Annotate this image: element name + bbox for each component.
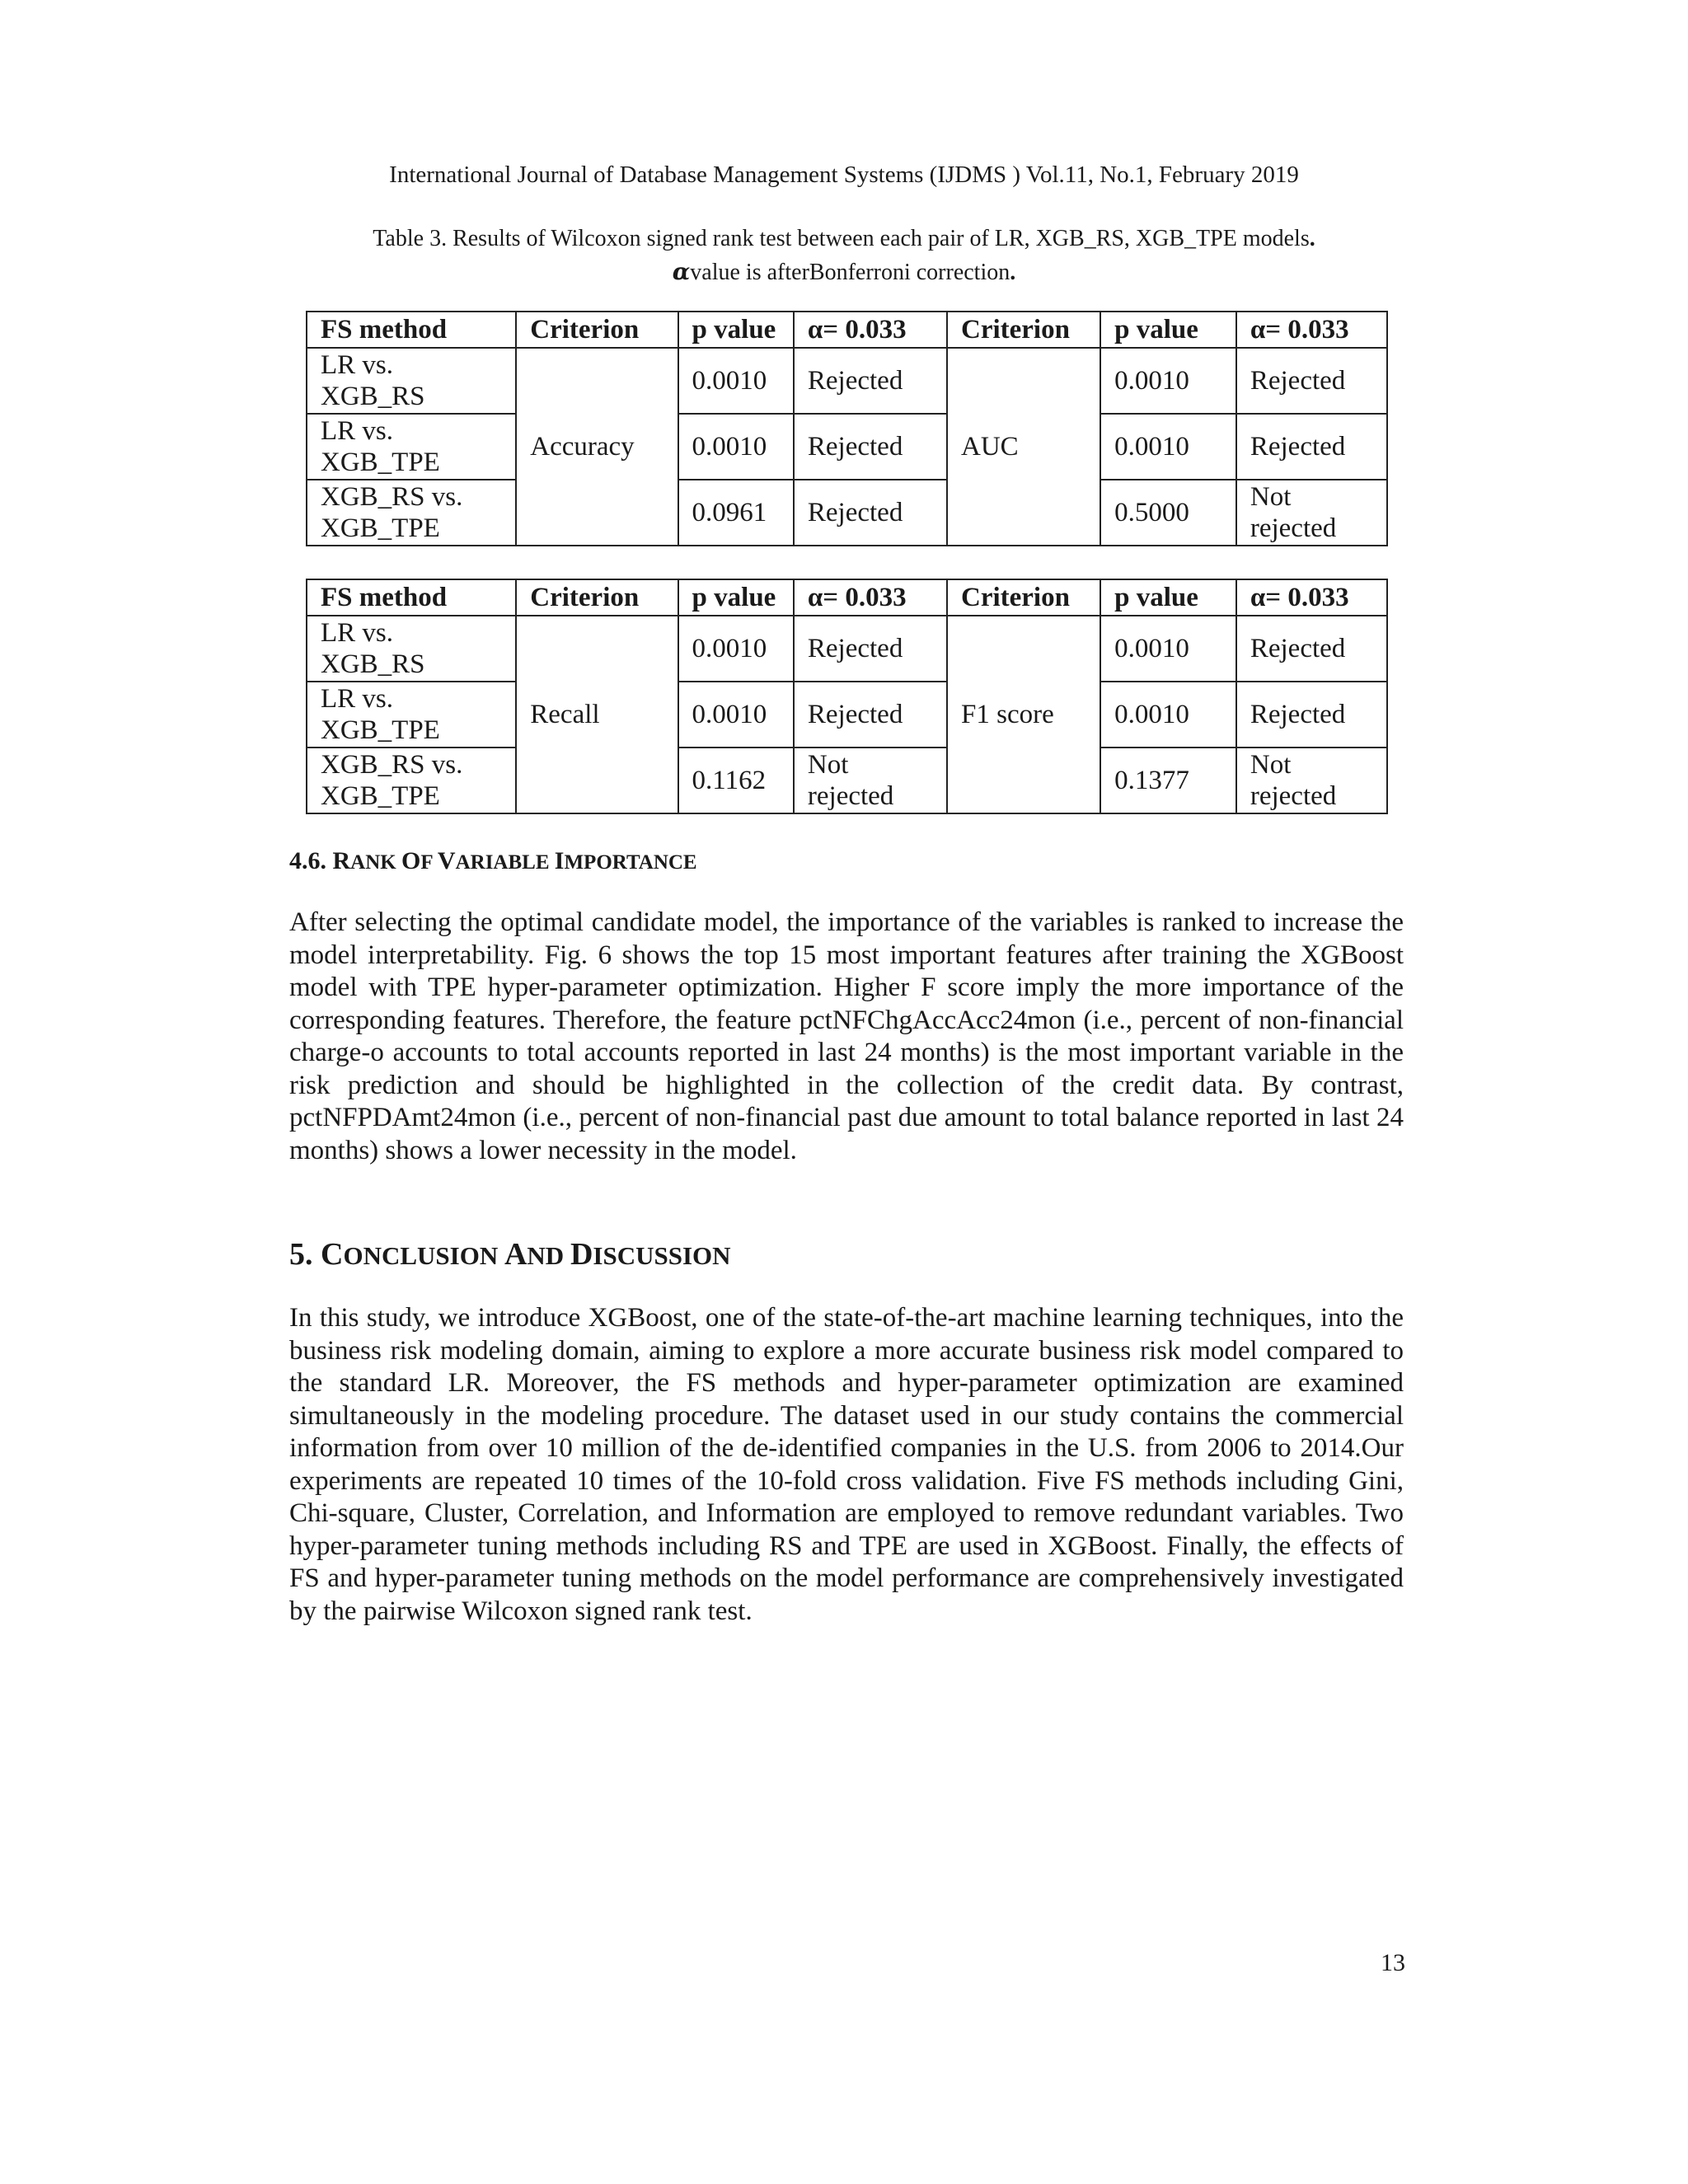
criterion-cell: AUC bbox=[947, 348, 1100, 546]
caption-line-1 bbox=[280, 223, 1408, 255]
fs-method-cell: LR vs. XGB_RS bbox=[307, 616, 516, 682]
result-cell: Not rejected bbox=[794, 748, 947, 813]
caption-line-2 bbox=[280, 255, 1408, 289]
result-cell: Rejected bbox=[1236, 682, 1387, 748]
table-row bbox=[307, 414, 1387, 480]
caption-period-2: . bbox=[1010, 260, 1016, 285]
header-alpha: α= 0.033 bbox=[1236, 579, 1387, 616]
results-table-accuracy-auc bbox=[306, 311, 1388, 546]
p-value-cell: 0.0010 bbox=[1100, 414, 1236, 480]
table-row bbox=[307, 616, 1387, 682]
table-row bbox=[307, 480, 1387, 546]
criterion-cell: Accuracy bbox=[516, 348, 678, 546]
header-alpha: α= 0.033 bbox=[1236, 312, 1387, 348]
header-criterion: Criterion bbox=[947, 579, 1100, 616]
section-number: 5. bbox=[289, 1237, 321, 1272]
p-value-cell: 0.1377 bbox=[1100, 748, 1236, 813]
header-p-value: p value bbox=[678, 312, 794, 348]
p-value-cell: 0.1162 bbox=[678, 748, 794, 813]
header-p-value: p value bbox=[1100, 579, 1236, 616]
p-value-cell: 0.0010 bbox=[678, 682, 794, 748]
fs-method-cell: XGB_RS vs. XGB_TPE bbox=[307, 748, 516, 813]
result-cell: Rejected bbox=[1236, 616, 1387, 682]
header-criterion: Criterion bbox=[516, 579, 678, 616]
p-value-cell: 0.0010 bbox=[678, 414, 794, 480]
result-cell: Rejected bbox=[1236, 348, 1387, 414]
p-value-cell: 0.0010 bbox=[1100, 348, 1236, 414]
table-row bbox=[307, 748, 1387, 813]
fs-method-cell: XGB_RS vs. XGB_TPE bbox=[307, 480, 516, 546]
section-heading-conclusion: 5. CONCLUSION AND DISCUSSION bbox=[289, 1237, 731, 1272]
result-cell: Rejected bbox=[794, 348, 947, 414]
result-cell: Not rejected bbox=[1236, 480, 1387, 546]
header-alpha: α= 0.033 bbox=[794, 579, 947, 616]
p-value-cell: 0.5000 bbox=[1100, 480, 1236, 546]
table-row bbox=[307, 682, 1387, 748]
fs-method-cell: LR vs. XGB_TPE bbox=[307, 414, 516, 480]
fs-method-cell: LR vs. XGB_TPE bbox=[307, 682, 516, 748]
p-value-cell: 0.0010 bbox=[678, 616, 794, 682]
header-fs-method: FS method bbox=[307, 312, 516, 348]
fs-method-cell: LR vs. XGB_RS bbox=[307, 348, 516, 414]
results-table-recall-f1 bbox=[306, 579, 1388, 814]
p-value-cell: 0.0010 bbox=[1100, 682, 1236, 748]
criterion-cell: Recall bbox=[516, 616, 678, 813]
header-p-value: p value bbox=[1100, 312, 1236, 348]
page-number: 13 bbox=[1381, 1949, 1405, 1976]
section-heading-rank-of-variable-importance: 4.6. RANK OF VARIABLE IMPORTANCE bbox=[289, 847, 697, 874]
caption-period-1: . bbox=[1309, 226, 1315, 251]
result-cell: Rejected bbox=[794, 682, 947, 748]
table-header-row bbox=[307, 579, 1387, 616]
running-header: International Journal of Database Management Systems (IJDMS ) Vol.11, No.1, February 2019 bbox=[389, 162, 1299, 188]
header-alpha: α= 0.033 bbox=[794, 312, 947, 348]
paragraph-conclusion: In this study, we introduce XGBoost, one of the state-of-the-art machine learning techniques, into the business risk modeling domain, aiming to explore a more accurate business risk model compared to the standard LR. Moreover, the FS methods and hyper-parameter optimization are examined simultaneously in the modeling procedure. The dataset used in our study contains the commercial information from over 10 million of the de-identified companies in the U.S. from 2006 to 2014.Our experiments are repeated 10 times of the 10-fold cross validation. Five FS methods including Gini, Chi-square, Cluster, Correlation, and Information are employed to remove redundant variables. Two hyper-parameter tuning methods including RS and TPE are used in XGBoost. Finally, the effects of FS and hyper-parameter tuning methods on the model performance are comprehensively investigated by the pairwise Wilcoxon signed rank test. bbox=[289, 1303, 1404, 1626]
alpha-symbol: α bbox=[672, 258, 691, 285]
criterion-cell: F1 score bbox=[947, 616, 1100, 813]
header-criterion: Criterion bbox=[947, 312, 1100, 348]
table-row bbox=[307, 348, 1387, 414]
result-cell: Rejected bbox=[794, 616, 947, 682]
table-caption bbox=[280, 223, 1408, 289]
result-cell: Rejected bbox=[794, 480, 947, 546]
section-number: 4.6. bbox=[289, 847, 333, 874]
caption-text-2: value is afterBonferroni correction bbox=[690, 260, 1010, 285]
result-cell: Rejected bbox=[794, 414, 947, 480]
result-cell: Rejected bbox=[1236, 414, 1387, 480]
result-cell: Not rejected bbox=[1236, 748, 1387, 813]
caption-text-1: Table 3. Results of Wilcoxon signed rank test between each pair of LR, XGB_RS, XGB_TPE models bbox=[373, 226, 1310, 251]
header-fs-method: FS method bbox=[307, 579, 516, 616]
p-value-cell: 0.0961 bbox=[678, 480, 794, 546]
header-p-value: p value bbox=[678, 579, 794, 616]
p-value-cell: 0.0010 bbox=[1100, 616, 1236, 682]
table-header-row bbox=[307, 312, 1387, 348]
p-value-cell: 0.0010 bbox=[678, 348, 794, 414]
header-criterion: Criterion bbox=[516, 312, 678, 348]
paragraph-variable-importance: After selecting the optimal candidate model, the importance of the variables is ranked to increase the model interpretability. Fig. 6 shows the top 15 most important features after training the XGBoost model with TPE hyper-parameter optimization. Higher F score imply the more importance of the corresponding features. Therefore, the feature pctNFChgAccAcc24mon (i.e., percent of non-financial charge-o accounts to total accounts reported in last 24 months) is the most important variable in the risk prediction and should be highlighted in the collection of the credit data. By contrast, pctNFPDAmt24mon (i.e., percent of non-financial past due amount to total balance reported in last 24 months) shows a lower necessity in the model. bbox=[289, 907, 1404, 1165]
